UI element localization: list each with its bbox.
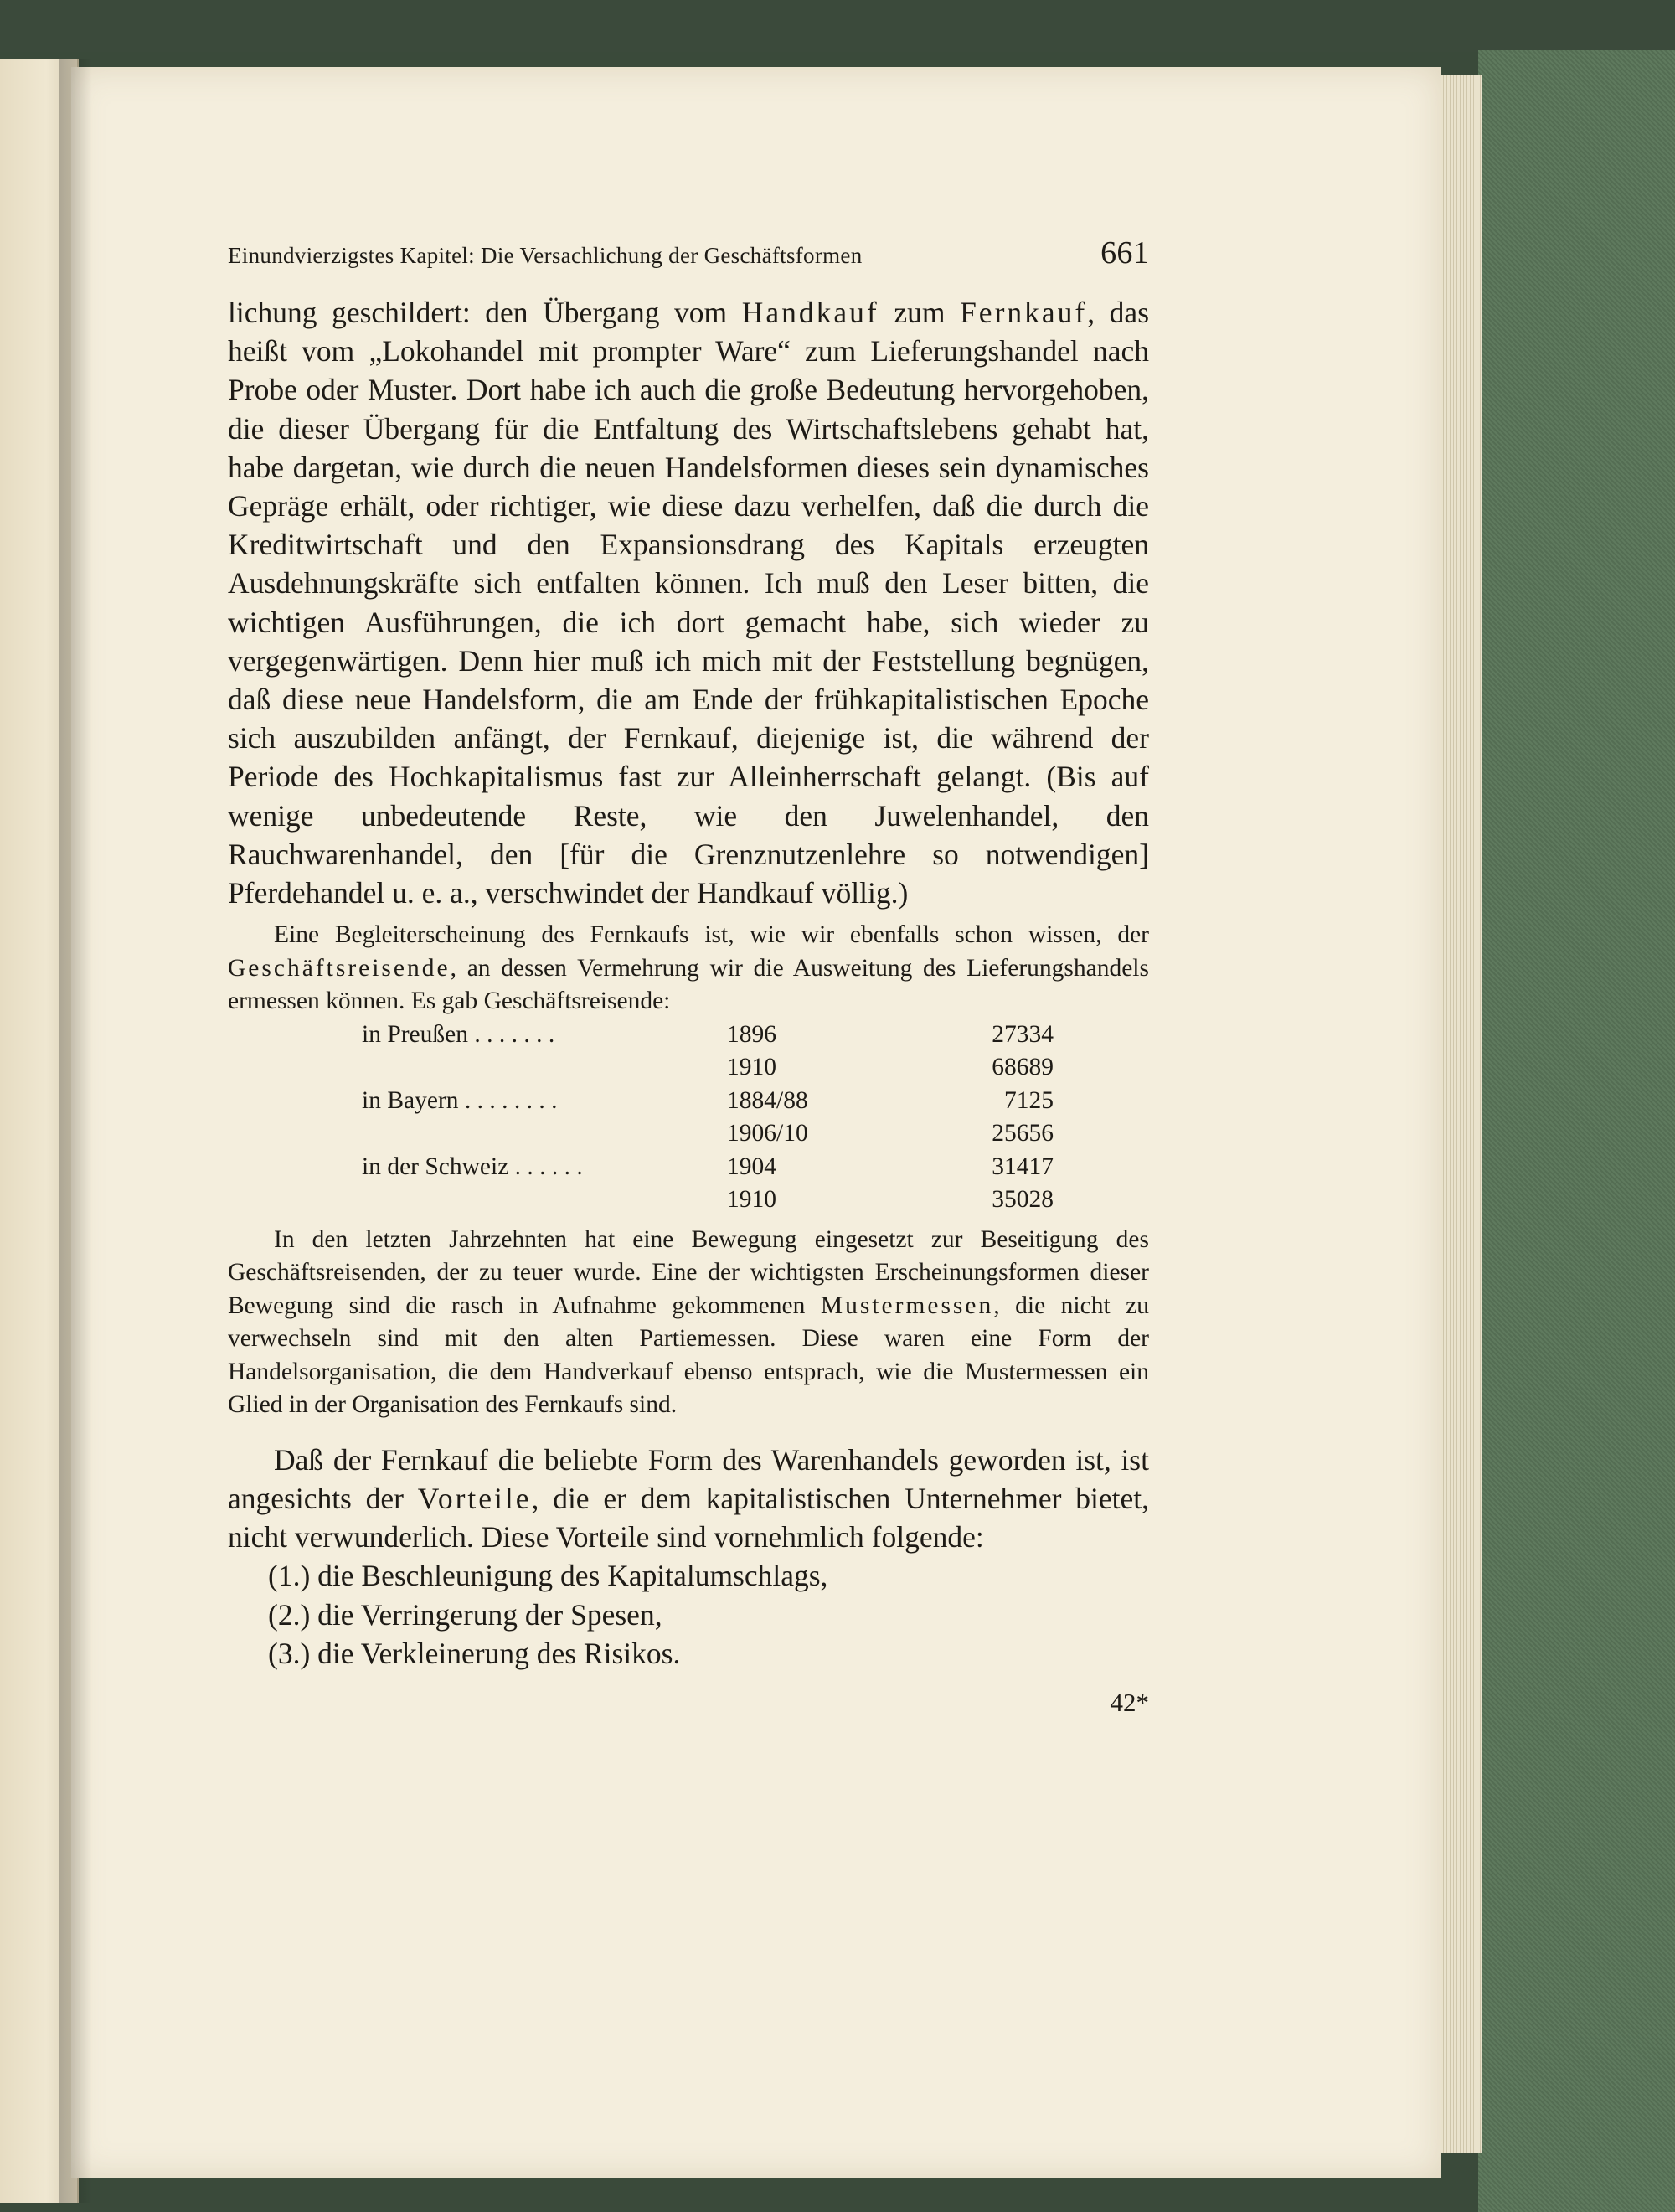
paragraph-1 xyxy=(228,293,1149,912)
count-cell: 27334 xyxy=(992,1020,1054,1048)
statistics-table xyxy=(362,1018,1054,1217)
book-cover xyxy=(1478,50,1675,2212)
background-top xyxy=(0,0,1675,52)
text-run: In den letzten Jahrzehnten hat eine Bewegung eingesetzt zur Beseitigung des Geschäftsreisenden, der zu teuer wurde. Eine der wichtigsten Erscheinungsformen dieser Bewegung sind die rasch in Aufnahme gekommenen xyxy=(228,1225,1149,1319)
emphasis-fernkauf: Fernkauf xyxy=(960,296,1088,329)
table-row xyxy=(362,1051,1054,1085)
page-number: 661 xyxy=(1100,235,1149,271)
year-cell: 1910 xyxy=(727,1186,776,1214)
table-row xyxy=(362,1018,1054,1052)
text-run: , die nicht zu verwechseln sind mit den alten Partiemessen. Diese waren eine Form der Handelsorganisation, die dem Handverkauf ebenso entsprach, wie die Mustermessen ein Glied in der Organisation des Fernkaufs sind. xyxy=(228,1292,1149,1419)
emphasis-geschaeftsreisende: Geschäftsreisende xyxy=(228,954,451,982)
table-row xyxy=(362,1085,1054,1118)
count-cell: 35028 xyxy=(992,1186,1054,1214)
emphasis-handkauf: Handkauf xyxy=(741,296,879,329)
count-cell: 7125 xyxy=(1004,1086,1054,1114)
running-title: Einundvierzigstes Kapitel: Die Versachlichung der Geschäftsformen xyxy=(228,243,863,268)
page-content xyxy=(228,235,1149,1718)
year-cell: 1910 xyxy=(727,1054,776,1081)
list-item: (3.) die Verkleinerung des Risikos. xyxy=(268,1636,681,1670)
year-cell: 1884/88 xyxy=(727,1086,808,1114)
count-cell: 25656 xyxy=(992,1120,1054,1147)
emphasis-mustermessen: Mustermessen xyxy=(820,1292,994,1319)
region-cell xyxy=(362,1183,727,1217)
year-cell: 1906/10 xyxy=(727,1120,808,1147)
region-cell xyxy=(362,1117,727,1151)
spacer xyxy=(228,1422,1149,1441)
region-cell: in Bayern . . . . . . . . xyxy=(362,1086,558,1114)
text-run: , die er dem kapitalistischen Unternehmer bietet, nicht verwunderlich. Diese Vorteile sind vornehmlich folgende: xyxy=(228,1481,1149,1555)
text-run: Daß der Fernkauf die beliebte Form des Warenhandels geworden ist, ist angesichts der xyxy=(228,1442,1149,1515)
text-run: Eine Begleiterscheinung des Fernkaufs ist, wie wir ebenfalls schon wissen, der xyxy=(274,921,1149,949)
year-cell: 1896 xyxy=(727,1020,776,1048)
paragraph-4 xyxy=(228,1441,1149,1557)
emphasis-vorteile: Vorteile xyxy=(417,1481,532,1515)
text-run: zum xyxy=(879,296,961,329)
signature-mark: 42* xyxy=(1110,1687,1149,1717)
paragraph-3 xyxy=(228,1224,1149,1422)
paragraph-2 xyxy=(228,919,1149,1018)
region-cell: in der Schweiz . . . . . . xyxy=(362,1152,583,1180)
text-run: lichung geschildert: den Übergang vom xyxy=(228,296,742,329)
count-cell: 31417 xyxy=(992,1152,1054,1180)
table-row xyxy=(362,1151,1054,1184)
table-row xyxy=(362,1183,1054,1217)
text-run: , an dessen Vermehrung wir die Ausweitung des Lieferungshandels ermessen können. Es gab Geschäftsreisende: xyxy=(228,954,1149,1015)
count-cell: 68689 xyxy=(992,1054,1054,1081)
advantages-list xyxy=(228,1556,1149,1673)
text-run: , das heißt vom „Lokohandel mit prompter Ware“ zum Lieferungshandel nach Probe oder Muster. Dort habe ich auch die große Bedeutung hervorgehoben, die dieser Übergang für die Entfaltung des Wirtschaftslebens gehabt hat, habe dargetan, wie durch die neuen Handelsformen dieses sein dynamisches Gepräge erhält, oder richtiger, wie diese dazu verhelfen, daß die durch die Kreditwirtschaft und den Expansionsdrang des Kapitals erzeugten Ausdehnungskräfte sich entfalten können. Ich muß den Leser bitten, die wichtigen Ausführungen, die ich dort gemacht habe, sich wieder zu vergegenwärtigen. Denn hier muß ich mich mit der Feststellung begnügen, daß diese neue Handelsform, die am Ende der frühkapitalistischen Epoche sich auszubilden anfängt, der Fernkauf, diejenige ist, die während der Periode des Hochkapitalismus fast zur Alleinherrschaft gelangt. (Bis auf wenige unbedeutende Reste, wie den Juwelenhandel, den Rauchwarenhandel, den [für die Grenznutzenlehre so notwendigen] Pferdehandel u. e. a., verschwindet der Handkauf völlig.) xyxy=(228,296,1150,910)
table-row xyxy=(362,1117,1054,1151)
region-cell xyxy=(362,1051,727,1085)
running-header xyxy=(228,235,1149,271)
list-item: (2.) die Verringerung der Spesen, xyxy=(268,1597,662,1632)
list-item: (1.) die Beschleunigung des Kapitalumschlags, xyxy=(268,1559,828,1593)
region-cell: in Preußen . . . . . . . xyxy=(362,1020,555,1048)
year-cell: 1904 xyxy=(727,1152,776,1180)
spine-shadow xyxy=(59,59,92,2203)
